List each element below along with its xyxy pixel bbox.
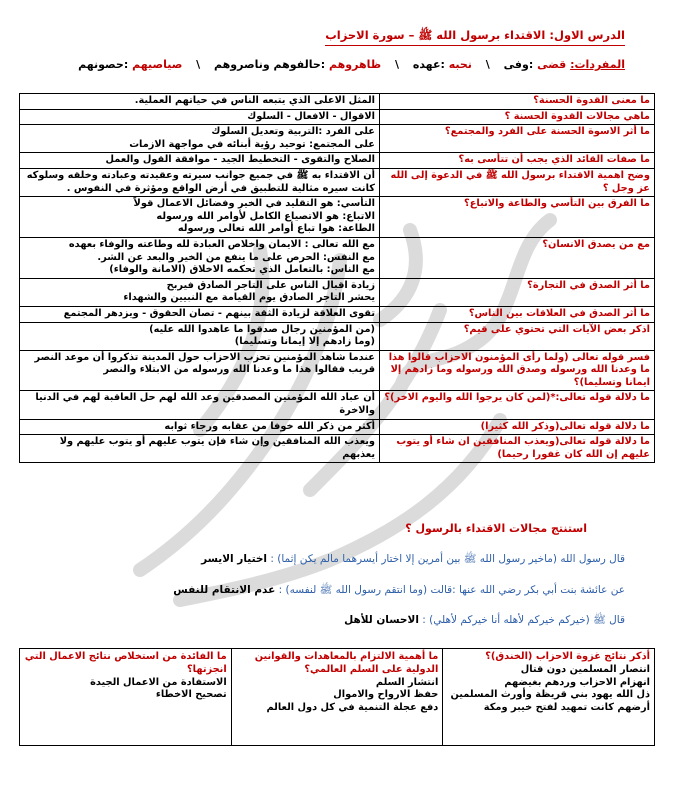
vocab-word: نحبه (448, 58, 472, 71)
qa-answer-line: يحشر التاجر الصادق يوم القيامة مع النبيين والشهداء (123, 292, 375, 304)
qa-answer-line: التأسي: هو التقليد في الخير وفضائل الاعمال قولاً (133, 198, 375, 210)
qa-answer-line: مع الناس: بالتعامل الذي تحكمه الاخلاق (الامانة والوفاء) (109, 264, 375, 276)
qa-answer-line: زيادة اقبال الناس على التاجر الصادق فيربح (166, 279, 375, 291)
qa-answer-cell (20, 94, 380, 110)
qa-answer-cell (20, 306, 380, 322)
summary-cell (20, 649, 232, 746)
vocab-meaning: حصونهم (78, 58, 124, 71)
vocabulary-label: المفردات: (570, 58, 625, 71)
qa-answer-line: المثل الاعلى الذي يتبعه الناس في حياتهم العملية. (134, 95, 375, 106)
qa-question: ماهي مجالات القدوة الحسنة ؟ (380, 109, 655, 125)
qa-row (20, 391, 655, 419)
qa-row (20, 435, 655, 463)
summary-answer: انتشار السلم (375, 676, 439, 688)
summary-table (19, 648, 655, 746)
qa-question: مع من يصدق الانسان؟ (380, 237, 655, 278)
qa-answer-cell (20, 237, 380, 278)
summary-question: ما أهمية الالتزام بالمعاهدات والقوانين الدولية على السلم العالمي؟ (254, 651, 439, 675)
hadith-line (344, 614, 625, 629)
summary-answer: الاستفادة من الاعمال الجيدة (90, 676, 227, 688)
qa-question: ما أثر الاسوة الحسنة على الفرد والمجتمع؟ (380, 125, 655, 153)
qa-question: ما دلالة قوله تعالى(وذكر الله كثيرا) (380, 419, 655, 435)
qa-row (20, 278, 655, 306)
qa-answer-line: ويعذب الله المنافقين وإن شاء فإن يتوب عليهم أو يتوب عليهم ولا يعذبهم (59, 436, 375, 460)
qa-question: ما أثر الصدق في العلاقات بين الناس؟ (380, 306, 655, 322)
hadith-result: عدم الانتقام للنفس (173, 584, 276, 596)
qa-row (20, 109, 655, 125)
qa-row (20, 197, 655, 238)
qa-answer-cell (20, 125, 380, 153)
summary-question: ما الفائدة من استخلاص نتائج الاعمال التي انجزتها؟ (24, 651, 227, 675)
qa-answer-cell (20, 391, 380, 419)
qa-answer-line: مع النفس: الحرص على ما ينفع من الخير والبعد عن الشر. (97, 251, 375, 263)
qa-question: ما أثر الصدق في التجارة؟ (380, 278, 655, 306)
hadith-text: عن عائشة بنت أبي بكر رضي الله عنها :قالت (وما انتقم رسول الله ﷺ لنفسه) : (278, 584, 625, 596)
hadith-text: قال ﷺ (خيركم خيركم لأهله أنا خيركم لأهلي) : (422, 614, 625, 626)
qa-answer-line: على الفرد :التربية وتعديل السلوك (211, 126, 375, 138)
vocab-meaning: حالفوهم وناصروهم (214, 58, 321, 71)
hadith-result: الاحسان للأهل (344, 614, 419, 626)
summary-answer: ذل الله يهود بني قريظة وأورث المسلمين (450, 689, 650, 701)
qa-row (20, 168, 655, 196)
qa-row (20, 237, 655, 278)
summary-answer: انهزام الاحزاب وردهم بغيضهم (504, 676, 650, 688)
qa-answer-line: أكثر من ذكر الله خوفا من عقابه ورجاء ثوابه (164, 420, 375, 432)
qa-row (20, 322, 655, 350)
qa-row (20, 350, 655, 391)
qa-table (19, 93, 655, 463)
qa-answer-line: أن عباد الله المؤمنين المصدقين وعد الله لهم حل العاقبة لهم في الدنيا والاخرة (35, 392, 375, 417)
qa-answer-cell (20, 350, 380, 391)
qa-question: ما دلالة قوله تعالى:*(لمن كان يرجوا الله واليوم الاخر)؟ (380, 391, 655, 419)
summary-row (20, 649, 655, 746)
qa-answer-line: تقوى العلاقة لزيادة الثقة بينهم - تصان الحقوق - ويزدهر المجتمع (63, 307, 375, 319)
qa-answer-line: (من المؤمنين رجال صدقوا ما عاهدوا الله عليه) (149, 323, 375, 335)
qa-answer-line: الصلاح والتقوى - التخطيط الجيد - موافقة القول والعمل (105, 154, 375, 166)
summary-answer: أرضهم كانت تمهيد لفتح خيبر ومكة (483, 702, 650, 714)
qa-row (20, 125, 655, 153)
qa-answer-line: عندما شاهد المؤمنين تحزب الاحزاب حول المدينة تذكروا أن موعد النصر قريب فقالوا هذا ما وعدنا الله ورسوله من الابتلاء والنصر (34, 351, 375, 376)
vocab-word: صياصيهم (132, 58, 183, 71)
qa-answer-cell (20, 322, 380, 350)
vocab-meaning: عهده (412, 58, 441, 71)
hadith-line (173, 584, 625, 599)
qa-answer-cell (20, 419, 380, 435)
qa-question: وضح اهمية الاقتداء برسول الله ﷺ في الدعوة إلى الله عز وجل ؟ (380, 168, 655, 196)
hadith-result: اختيار الايسر (201, 553, 268, 565)
qa-row (20, 306, 655, 322)
qa-question: فسر قوله تعالى (ولما رأى المؤمنون الاحزاب قالوا هذا ما وعدنا الله ورسوله وصدق الله ورسوله وما زادهم إلا ايمانا وتسليما)؟ (380, 350, 655, 391)
summary-question: أذكر نتائج غزوة الاحزاب (الخندق)؟ (485, 651, 650, 662)
qa-answer-line: الطاعة: هوا تباع أوامر الله تعالى ورسوله (177, 223, 375, 235)
summary-answer: حفظ الارواح والاموال (333, 689, 439, 701)
vocab-meaning: وفى (503, 58, 529, 71)
qa-answer-cell (20, 109, 380, 125)
vocab-word: قضى (537, 58, 567, 71)
qa-answer-cell (20, 153, 380, 169)
qa-question: ما صفات القائد الذي يجب أن تتأسى به؟ (380, 153, 655, 169)
qa-answer-line: الاقوال - الافعال - السلوك (247, 110, 375, 122)
hadith-line (201, 553, 625, 568)
hadith-text: قال رسول الله (ماخير رسول الله ﷺ بين أمرين إلا اختار أيسرهما مالم يكن إثما) : (270, 553, 625, 565)
qa-question: اذكر بعض الآيات التي تحتوي على قيم؟ (380, 322, 655, 350)
summary-cell (231, 649, 443, 746)
qa-answer-cell (20, 278, 380, 306)
qa-answer-cell (20, 435, 380, 463)
qa-answer-line: أن الاقتداء به ﷺ في جميع جوانب سيرته وعقيدته وعبادته وخلقه وسلوكه كانت سيره مثالية للتطبيق في أرض الواقع ومؤثرة في النفوس . (26, 169, 375, 194)
summary-cell (443, 649, 655, 746)
conclusion-title: استنتج مجالات الاقتداء بالرسول ؟ (405, 522, 587, 535)
vocab-word: ظاهروهم (329, 58, 382, 71)
qa-answer-cell (20, 168, 380, 196)
lesson-title: الدرس الاول: الاقتداء برسول الله ﷺ – سورة الاحزاب (325, 28, 625, 46)
qa-answer-line: (وما زادهم إلا إيمانا وتسليما) (234, 336, 375, 348)
summary-answer: تصحيح الاخطاء (155, 689, 227, 701)
qa-row (20, 94, 655, 110)
vocabulary-line: المفردات: قضى :وفى \ نحبه :عهده \ ظاهروهم :حالفوهم وناصروهم \ صياصيهم :حصونهم (78, 58, 625, 71)
qa-answer-line: الاتباع: هو الاتصياع الكامل لأوامر الله ورسوله (156, 210, 375, 222)
qa-row (20, 419, 655, 435)
qa-question: ما الفرق بين التأسي والطاعة والاتباع؟ (380, 197, 655, 238)
summary-answer: انتصار المسلمين دون قتال (520, 663, 650, 675)
summary-answer: دفع عجلة التنمية في كل دول العالم (266, 702, 439, 714)
qa-answer-cell (20, 197, 380, 238)
qa-question: ما دلالة قوله تعالى(ويعذب المنافقين ان شاء أو يتوب عليهم إن الله كان غفورا رحيما) (380, 435, 655, 463)
qa-question: ما معنى القدوة الحسنة؟ (380, 94, 655, 110)
qa-row (20, 153, 655, 169)
qa-answer-line: على المجتمع: توحيد رؤية أبنائه في مواجهة الازمات (129, 138, 375, 150)
qa-answer-line: مع الله تعالى : الايمان واخلاص العبادة لله وطاعته والوفاء بعهده (68, 238, 375, 250)
